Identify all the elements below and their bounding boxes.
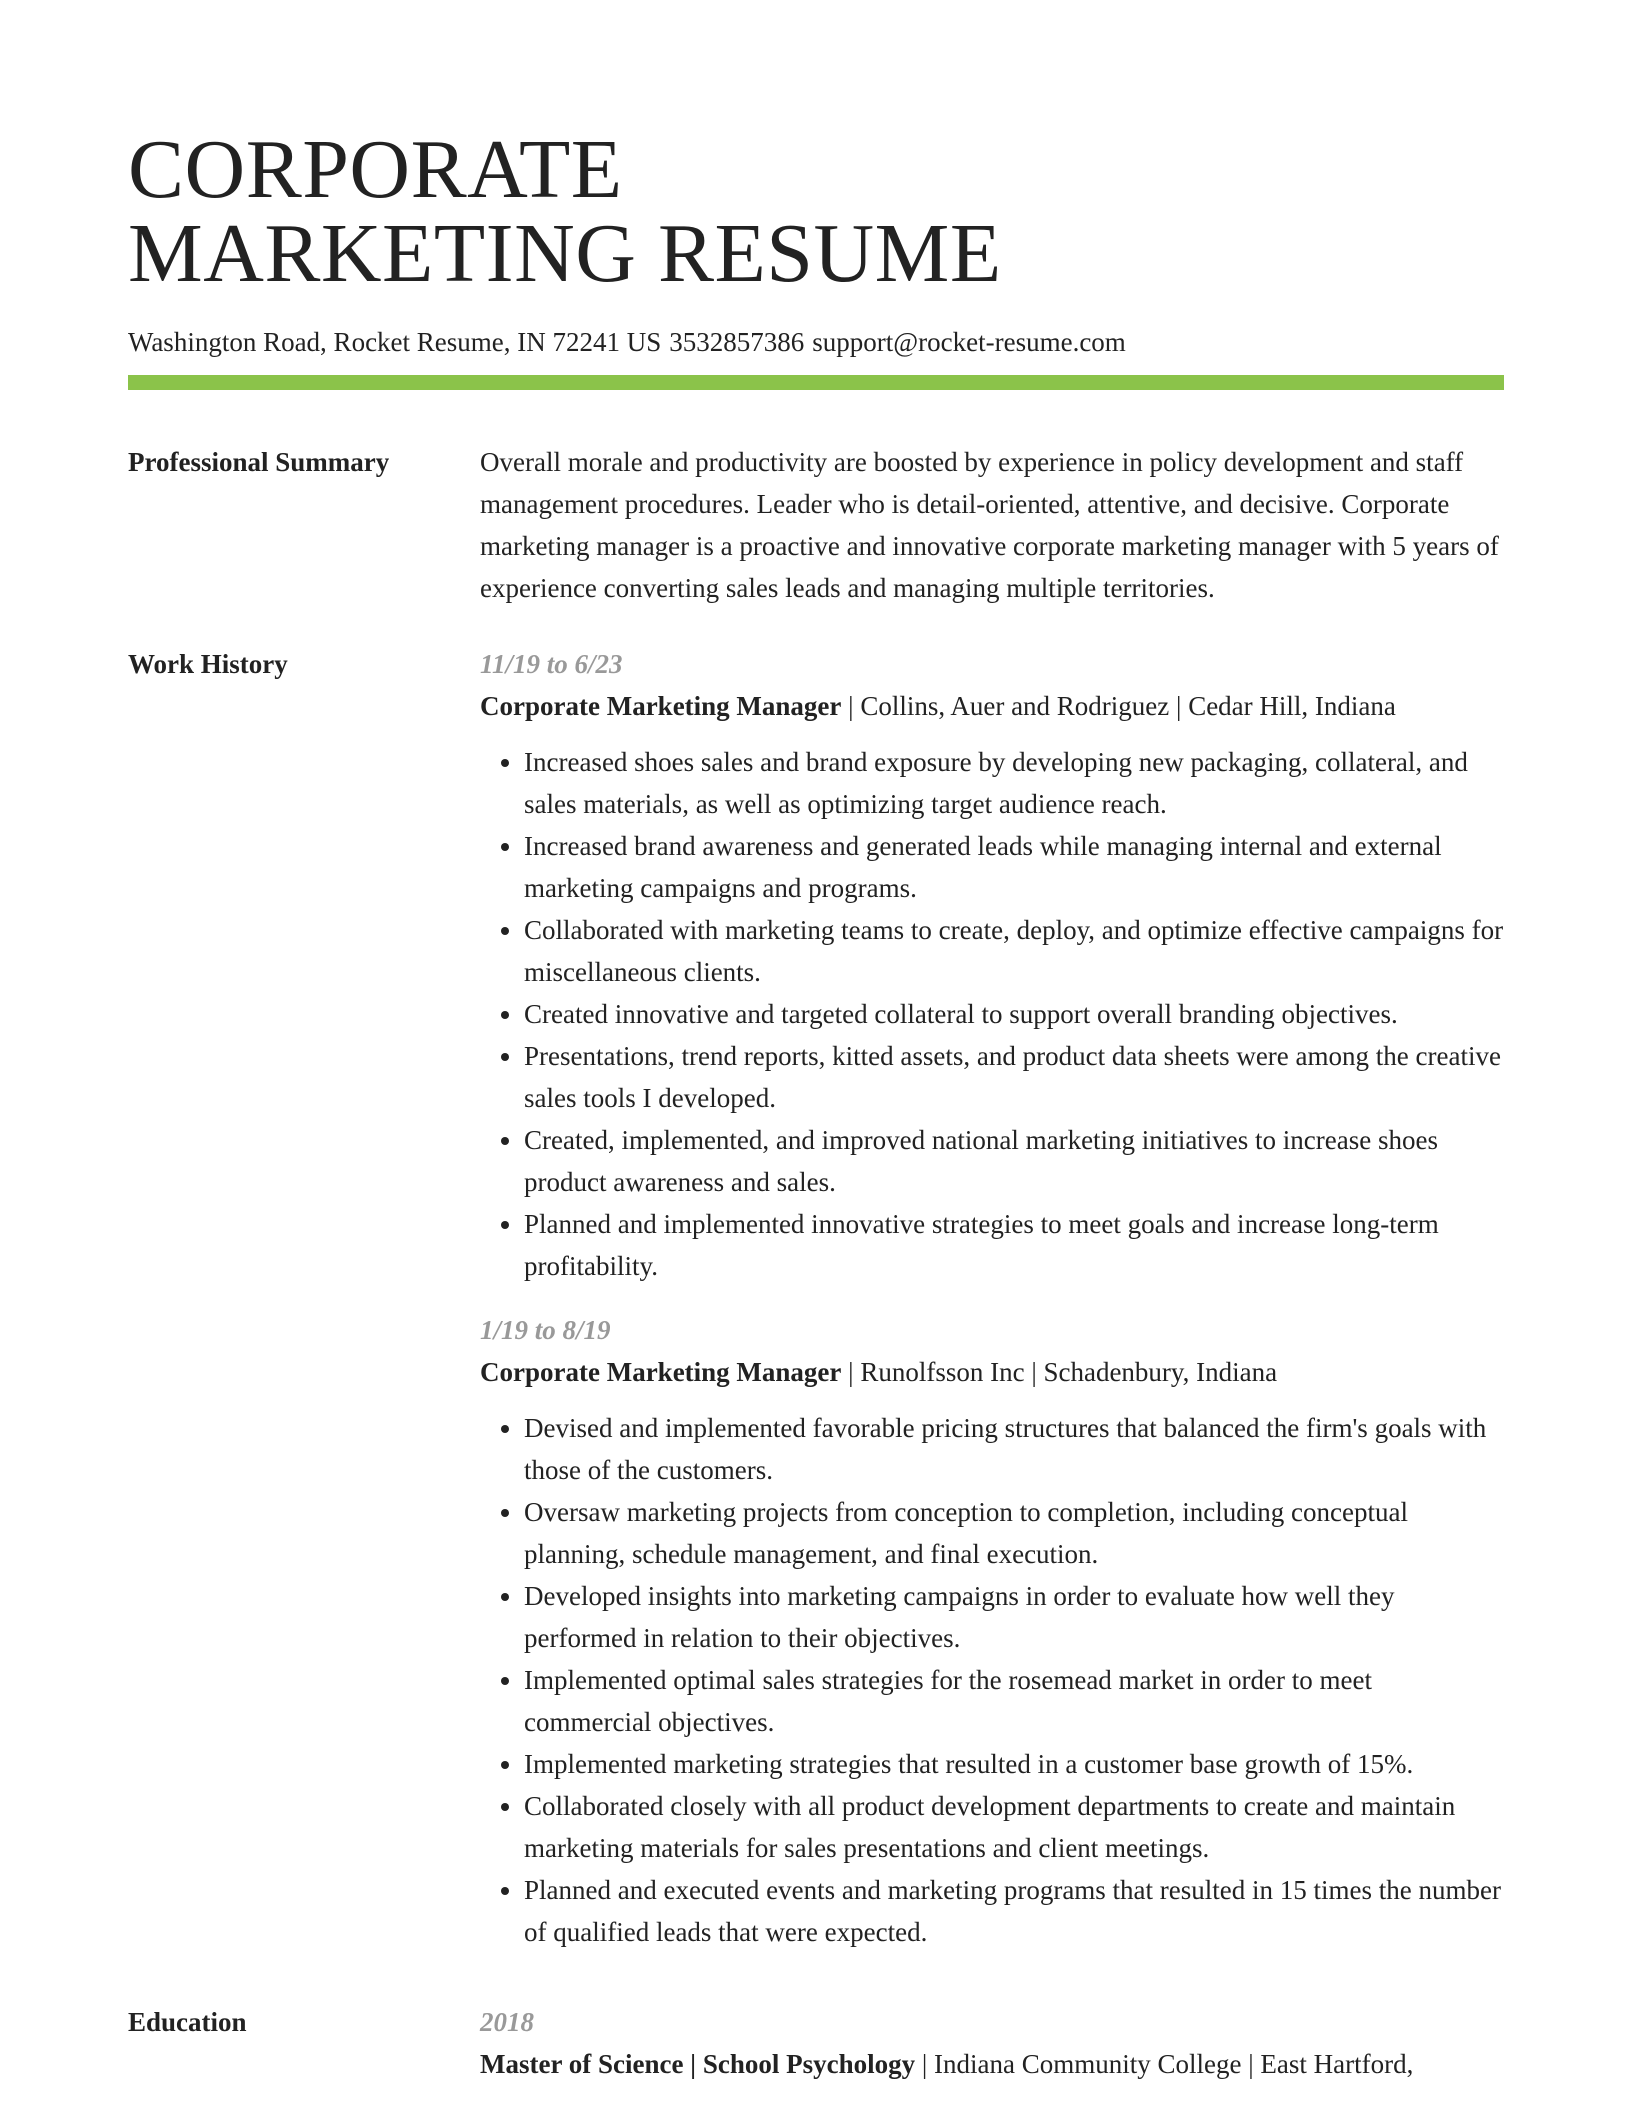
education-degree: Master of Science | School Psychology [480, 2049, 916, 2079]
job-bullet: • Collaborated with marketing teams to create, deploy, and optimize effective campaigns for miscellaneous clients. [524, 909, 1504, 993]
contact-address: Washington Road, Rocket Resume, IN 72241 US [128, 327, 662, 357]
title-line-2: MARKETING RESUME [128, 207, 1002, 300]
summary-section [128, 441, 1504, 609]
job-role: Corporate Marketing Manager [480, 691, 842, 721]
title-line-1: CORPORATE [128, 123, 623, 216]
job-company: Runolfsson Inc [860, 1357, 1025, 1387]
job-bullet: • Increased shoes sales and brand exposure by developing new packaging, collateral, and sales materials, as well as optimizing target audience reach. [524, 741, 1504, 825]
contact-line [128, 324, 1504, 360]
education-heading: Education [128, 2007, 247, 2037]
job-entry [480, 643, 1504, 1287]
job-bullet: • Implemented marketing strategies that resulted in a customer base growth of 15%. [524, 1743, 1504, 1785]
education-location: East Hartford, [1260, 2049, 1414, 2079]
education-school: Indiana Community College [934, 2049, 1242, 2079]
job-bullets [480, 741, 1504, 1287]
job-location: Schadenbury, Indiana [1043, 1357, 1278, 1387]
job-dates: 11/19 to 6/23 [480, 649, 623, 679]
job-bullet: • Planned and executed events and marketing programs that resulted in 15 times the number of qualified leads that were expected. [524, 1869, 1504, 1953]
job-bullet: • Developed insights into marketing campaigns in order to evaluate how well they performed in relation to their objectives. [524, 1575, 1504, 1659]
job-bullet: • Presentations, trend reports, kitted assets, and product data sheets were among the creative sales tools I developed. [524, 1035, 1504, 1119]
accent-divider [128, 375, 1504, 390]
job-header: Corporate Marketing Manager | Collins, Auer and Rodriguez | Cedar Hill, Indiana [480, 691, 1396, 721]
job-company: Collins, Auer and Rodriguez [860, 691, 1170, 721]
job-bullet: • Implemented optimal sales strategies for the rosemead market in order to meet commercial objectives. [524, 1659, 1504, 1743]
work-history-heading: Work History [128, 649, 288, 679]
job-dates: 1/19 to 8/19 [480, 1315, 611, 1345]
job-bullet: • Created, implemented, and improved national marketing initiatives to increase shoes product awareness and sales. [524, 1119, 1504, 1203]
contact-email: support@rocket-resume.com [812, 327, 1126, 357]
summary-heading: Professional Summary [128, 447, 390, 477]
contact-phone: 3532857386 [669, 327, 805, 357]
job-bullet: • Oversaw marketing projects from conception to completion, including conceptual planning, schedule management, and final execution. [524, 1491, 1504, 1575]
job-bullets [480, 1407, 1504, 1953]
job-bullet: • Planned and implemented innovative strategies to meet goals and increase long-term profitability. [524, 1203, 1504, 1287]
job-bullet: • Increased brand awareness and generated leads while managing internal and external marketing campaigns and programs. [524, 825, 1504, 909]
job-location: Cedar Hill, Indiana [1188, 691, 1396, 721]
job-entry [480, 1309, 1504, 1953]
resume-page [128, 123, 1504, 2085]
resume-title [128, 123, 1504, 300]
job-bullet: • Devised and implemented favorable pricing structures that balanced the firm's goals with those of the customers. [524, 1407, 1504, 1491]
education-header: Master of Science | School Psychology | Indiana Community College | East Hartford, [480, 2049, 1414, 2079]
job-bullet: • Created innovative and targeted collateral to support overall branding objectives. [524, 993, 1504, 1035]
education-dates: 2018 [480, 2007, 534, 2037]
work-history-section [128, 643, 1504, 1967]
summary-text: Overall morale and productivity are boosted by experience in policy development and staff management procedures. Leader who is detail-oriented, attentive, and decisive. Corporate marketing manager is a proactive and innovative corporate marketing manager with 5 years of experience converting sales leads and managing multiple territories. [480, 447, 1499, 603]
job-role: Corporate Marketing Manager [480, 1357, 842, 1387]
job-header: Corporate Marketing Manager | Runolfsson Inc | Schadenbury, Indiana [480, 1357, 1278, 1387]
education-section [128, 2001, 1504, 2085]
job-bullet: • Collaborated closely with all product development departments to create and maintain marketing materials for sales presentations and client meetings. [524, 1785, 1504, 1869]
